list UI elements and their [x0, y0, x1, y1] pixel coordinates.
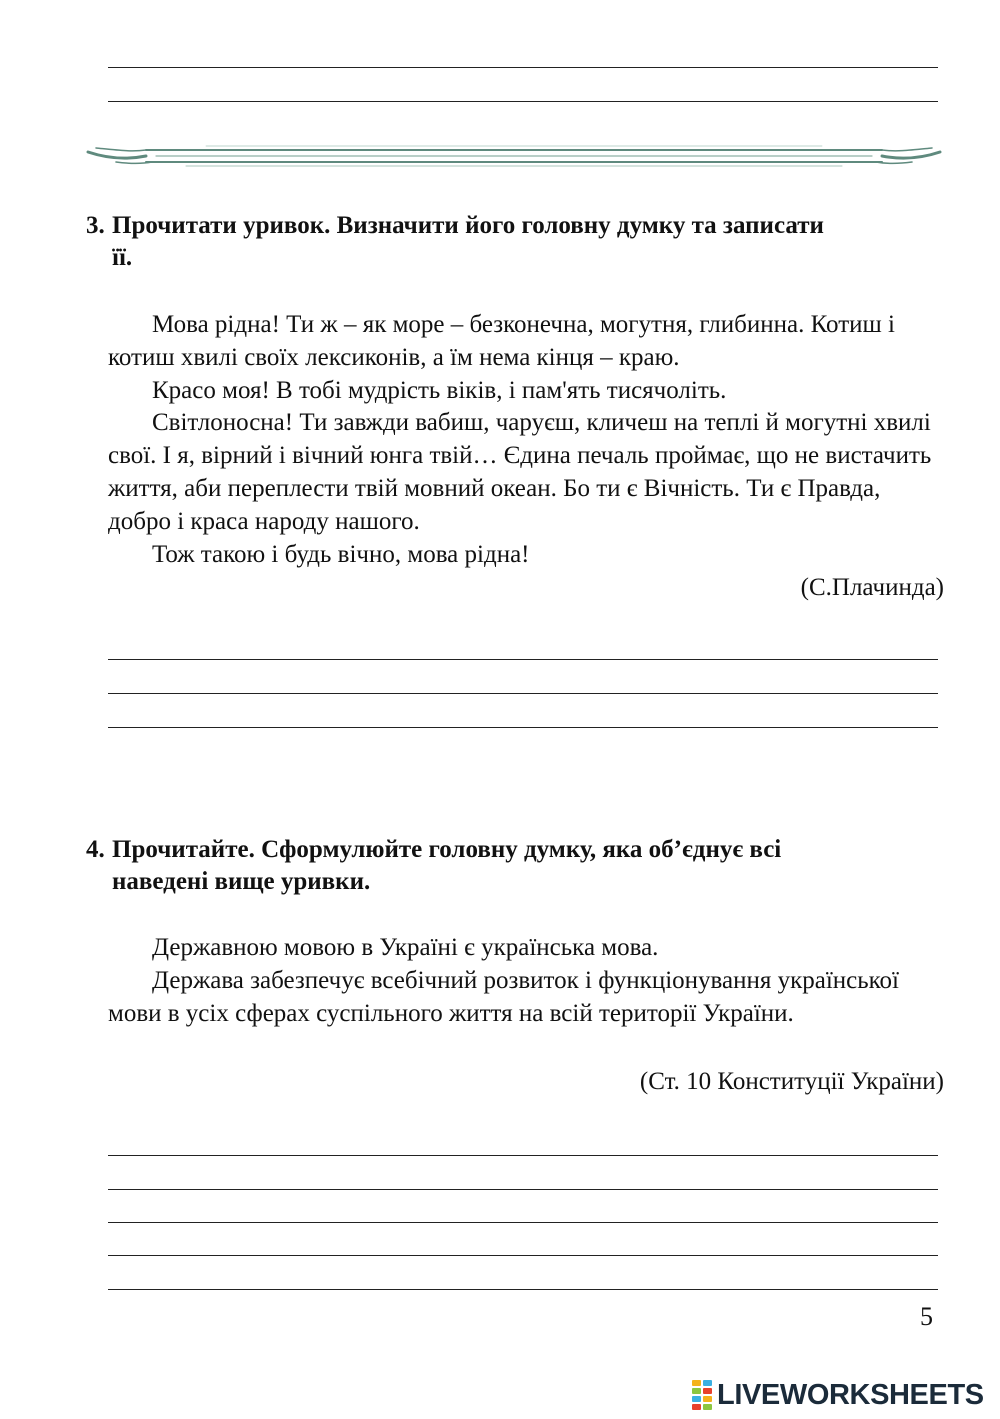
passage-paragraph: Держава забезпечує всебічний розвиток і функціонування української мови в усіх сферах суспільного життя на всій території України. [108, 966, 899, 1027]
answer-line[interactable] [108, 693, 938, 694]
answer-line[interactable] [108, 1189, 938, 1190]
liveworksheets-logo-icon [692, 1380, 714, 1410]
answer-line[interactable] [108, 1222, 938, 1223]
task-number: 3. [86, 212, 105, 239]
page-number: 5 [920, 1302, 933, 1331]
answer-line[interactable] [108, 101, 938, 102]
passage-paragraph: Державною мовою в Україні є українська мова. [152, 934, 659, 961]
task-4-passage [108, 932, 948, 1030]
ornamental-divider [86, 140, 942, 174]
task-number: 4. [86, 836, 105, 863]
passage-paragraph: Тож такою і будь вічно, мова рідна! [152, 540, 530, 568]
answer-line[interactable] [108, 659, 938, 660]
task-3-attribution: (С.Плачинда) [800, 574, 944, 601]
task-heading-line: Прочитати уривок. Визначити його головну думку та записати [112, 212, 824, 239]
answer-line[interactable] [108, 1255, 938, 1256]
task-3-heading [86, 210, 946, 274]
answer-line[interactable] [108, 727, 938, 728]
passage-paragraph: Красо моя! В тобі мудрість віків, і пам'ять тисячоліть. [152, 376, 727, 404]
brand-name: LIVEWORKSHEETS [717, 1378, 984, 1411]
task-heading-line: її. [112, 244, 133, 271]
task-heading-line: Прочитайте. Сформулюйте головну думку, яка об’єднує всі [112, 836, 782, 863]
passage-paragraph: Мова рідна! Ти ж – як море – безконечна, могутня, глибинна. Котиш і котиш хвилі своїх лексиконів, а їм нема кінця – краю. [108, 311, 895, 371]
task-3-passage [108, 309, 948, 571]
answer-line[interactable] [108, 1155, 938, 1156]
liveworksheets-brand [692, 1378, 984, 1412]
passage-paragraph: Світлоносна! Ти завжди вабиш, чаруєш, кличеш на теплі й могутні хвилі свої. І я, вірний і вічний юнга твій… Єдина печаль проймає, що не вистачить життя, аби переплести твій мовний океан. Бо ти є Вічність. Ти є Правда, добро і краса народу нашого. [108, 409, 932, 535]
answer-line[interactable] [108, 67, 938, 68]
task-heading-line: наведені вище уривки. [112, 868, 371, 895]
task-4-attribution: (Ст. 10 Конституції України) [639, 1068, 944, 1095]
task-4-heading [86, 834, 946, 898]
answer-line[interactable] [108, 1289, 938, 1290]
